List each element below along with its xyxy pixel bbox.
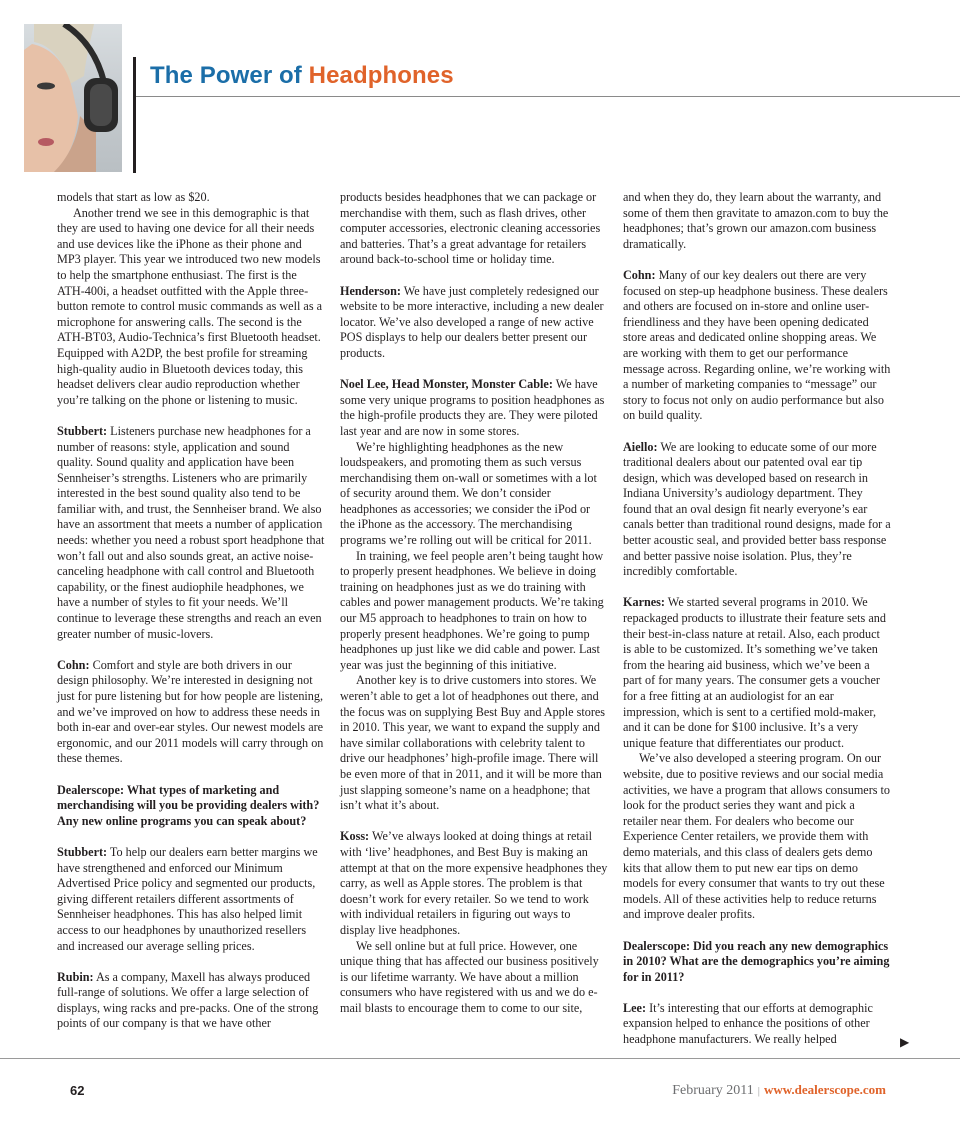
article-paragraph bbox=[340, 673, 608, 813]
article-paragraph bbox=[57, 190, 325, 206]
article-paragraph bbox=[57, 970, 325, 1032]
article-paragraph bbox=[340, 377, 608, 439]
paragraph-text: We have just completely redesigned our website to be more interactive, including a new dealer locator. We’ve also developed a range of new active POS displays to help our dealers better present our products. bbox=[340, 283, 604, 360]
interview-question bbox=[57, 783, 325, 830]
speaker-name: Koss: bbox=[340, 829, 370, 844]
paragraph-text: We’ve also developed a steering program. On our website, due to positive reviews and our social media activities, we have a program that allows consumers to look for the product series they want and pick a retailer near them. For dealers who become our Experience Center retailers, we provide them with demo materials, and this class of dealers gets demo kits that allow them to put new ear tips on demo models for every consumer that wants to try out these models. All of these activities help to reduce returns and improve dealer profits. bbox=[623, 751, 891, 922]
speaker-name: Henderson: bbox=[340, 283, 401, 298]
article-paragraph bbox=[57, 206, 325, 409]
footer-rule bbox=[0, 1058, 960, 1059]
article-paragraph bbox=[57, 845, 325, 954]
issue-date: February 2011 bbox=[672, 1083, 754, 1098]
paragraph-text: We’re highlighting headphones as the new loudspeakers, and promoting them as such versus merchandising them on-wall or sometimes with a lot of security around them. We don’t consider headphones as accessories; we consider the iPod or the iPhone as the accessory. The merchandising programs we’re rolling out will be critical for 2011. bbox=[340, 439, 597, 548]
speaker-name: Cohn: bbox=[623, 267, 656, 282]
paragraph-text: Many of our key dealers out there are very focused on step-up headphone business. These dealers and others are focused on in-store and online user-friendliness and they have been opening dedicated store areas and dedicated online shopping areas. We are working with them to get our performance message across. Regarding online, we’re working with a number of marketing companies to “message” our story to focus not only on audio performance but also on build quality. bbox=[623, 267, 891, 423]
speaker-name: Karnes: bbox=[623, 595, 665, 610]
headphones-model-photo bbox=[24, 24, 122, 172]
article-paragraph bbox=[340, 190, 608, 268]
article-title bbox=[150, 60, 454, 92]
question-text: Dealerscope: Did you reach any new demographics in 2010? What are the demographics you’re aiming for in 2011? bbox=[623, 938, 890, 984]
speaker-name: Stubbert: bbox=[57, 423, 108, 438]
speaker-name: Cohn: bbox=[57, 657, 90, 672]
header-rule-horizontal bbox=[136, 96, 960, 97]
paragraph-text: We’ve always looked at doing things at retail with ‘live’ headphones, and Best Buy is making an attempt at that on the more expensive headphones they carry, as well as Apple stores. The problem is that doesn’t work for every retailer. So we tend to work with individual retailers in figuring out ways to display live headphones. bbox=[340, 829, 608, 937]
article-paragraph bbox=[623, 595, 891, 751]
text-column-1 bbox=[57, 190, 325, 1032]
paragraph-text: Another trend we see in this demographic is that they are used to having one device for all their needs and use devices like the iPhone as their phone and MP3 player. This year we introduced two new models to help the smartphone enthusiast. The first is the ATH-400i, a headset outfitted with the Apple three-button remote to control music commands as well as a microphone for answering calls. The second is the ATH-BT03, Audio-Technica’s first Bluetooth headset. Equipped with A2DP, the best profile for streaming high-quality audio in Bluetooth devices today, this headset delivers clear audio reproduction whether you’re talking on the phone or listening to music. bbox=[57, 205, 323, 407]
speaker-name: Rubin: bbox=[57, 969, 94, 984]
speaker-name: Stubbert: bbox=[57, 844, 108, 859]
article-paragraph bbox=[623, 751, 891, 923]
article-paragraph bbox=[623, 268, 891, 424]
paragraph-text: models that start as low as $20. bbox=[57, 190, 210, 204]
article-paragraph bbox=[340, 829, 608, 938]
website-link[interactable]: www.dealerscope.com bbox=[763, 1082, 886, 1097]
paragraph-text: Listeners purchase new headphones for a number of reasons: style, application and sound quality. Sound quality and application have been Sennheiser’s strengths. Listeners who are primarily interested in the best sound quality also tend to be familiar with, and trust, the Sennheiser brand. We also have an assortment that meets a number of application needs: whether you need a robust sport headphone that won’t fall out and also sounds great, an active noise-canceling headphone with call control and Bluetooth capability, or the finest audiophile headphones, we have a number of styles to fit your needs. We’ll continue to leverage these strengths and reach an even greater number of music-lovers. bbox=[57, 423, 325, 641]
paragraph-text: We sell online but at full price. However, one unique thing that has affected our business positively is our lifetime warranty. We have about a million consumers who have registered with us and we do e-mail blasts to encourage them to come to our site, bbox=[340, 938, 599, 1015]
text-column-2 bbox=[340, 190, 608, 1016]
paragraph-text: Comfort and style are both drivers in our design philosophy. We’re interested in designing not just for pure listening but for how people are listening, and we’ve improved on how to address these needs in both in-ear and over-ear styles. Our newest models are ergonomic, and our 2011 models will carry through on these themes. bbox=[57, 657, 324, 766]
paragraph-text: In training, we feel people aren’t being taught how to properly present headphones. We believe in doing training on headphones just as we do training with cables and power management products. We’re taking our M5 approach to headphones to train on how to properly present headphones. We’re going to pump headphones up just like we did cable and power. Last year was just the beginning of this initiative. bbox=[340, 548, 604, 672]
page-number: 62 bbox=[70, 1083, 85, 1098]
question-text: Dealerscope: What types of marketing and merchandising will you be providing dealers with? Any new online programs you can speak about? bbox=[57, 782, 320, 828]
paragraph-text: It’s interesting that our efforts at demographic expansion helped to enhance the positions of other headphone manufacturers. We really helped bbox=[623, 1000, 873, 1047]
article-paragraph bbox=[340, 440, 608, 549]
speaker-name: Noel Lee, Head Monster, Monster Cable: bbox=[340, 377, 553, 392]
continue-arrow-icon: ▶ bbox=[900, 1035, 910, 1049]
article-paragraph bbox=[623, 440, 891, 580]
article-paragraph bbox=[57, 658, 325, 767]
interview-question bbox=[623, 939, 891, 986]
article-paragraph bbox=[340, 284, 608, 362]
article-paragraph bbox=[340, 939, 608, 1017]
paragraph-text: We started several programs in 2010. We repackaged products to illustrate their feature sets and their best-in-class nature at retail. Also, each product is able to be customized. It’s something we’ve taken from the hearing aid business, which we’ve been a part of for many years. The consumer gets a voucher for a free fitting at an audiologist for an ear impression, which is sent to a certified mold-maker, and it can be done for $100 inclusive. It’s a very unique feature that differentiates our product. bbox=[623, 595, 886, 750]
paragraph-text: We are looking to educate some of our more traditional dealers about our patented oval ear tip design, which was developed based on research in Indiana University’s audiology department. They found that an oval design fit nearly everyone’s ear canals better than traditional round designs, made for a better acoustic seal, and provided better bass response and better passive noise isolation. Plus, they’re incredibly comfortable. bbox=[623, 439, 891, 579]
paragraph-text: products besides headphones that we can package or merchandise with them, such as flash drives, other computer accessories, electronic cleaning accessories and batteries. That’s a great advantage for retailers around back-to-school time or holiday time. bbox=[340, 190, 601, 267]
speaker-name: Lee: bbox=[623, 1000, 647, 1015]
article-paragraph bbox=[623, 190, 891, 252]
paragraph-text: As a company, Maxell has always produced full-range of solutions. We offer a large selection of displays, wing racks and pre-packs. One of the strong points of our company is that we have other bbox=[57, 969, 319, 1031]
title-part-orange: Headphones bbox=[308, 62, 454, 89]
article-paragraph bbox=[623, 1001, 891, 1048]
article-paragraph bbox=[57, 424, 325, 642]
header-rule-vertical bbox=[133, 57, 136, 173]
footer-issue-info bbox=[672, 1082, 886, 1099]
paragraph-text: and when they do, they learn about the warranty, and some of them then gravitate to amazon.com to buy the headphones; that’s grown our amazon.com business dramatically. bbox=[623, 190, 889, 251]
title-part-blue: The Power of bbox=[150, 62, 302, 89]
paragraph-text: To help our dealers earn better margins we have strengthened and enforced our Minimum Advertised Price policy and segmented our products, giving different retailers different assortments of Sennheiser headphones. This has also helped limit access to our headphones by unauthorized resellers and increased our average selling prices. bbox=[57, 844, 318, 953]
paragraph-text: We have some very unique programs to position headphones as the high-profile products they are. They were piloted last year and are now in some stores. bbox=[340, 377, 605, 438]
speaker-name: Aiello: bbox=[623, 439, 658, 454]
article-paragraph bbox=[340, 549, 608, 674]
paragraph-text: Another key is to drive customers into stores. We weren’t able to get a lot of headphones out there, and the focus was on supplying Best Buy and Apple stores in 2010. This year, we want to expand the supply and have similar collaborations with celebrity talent to drive our headphones’ high-profile image. There will be even more of that in 2011, and it will be more than just slapping someone’s name on a headphone; that isn’t what it’s about. bbox=[340, 673, 606, 813]
footer-separator: | bbox=[757, 1085, 760, 1097]
text-column-3 bbox=[623, 190, 891, 1048]
